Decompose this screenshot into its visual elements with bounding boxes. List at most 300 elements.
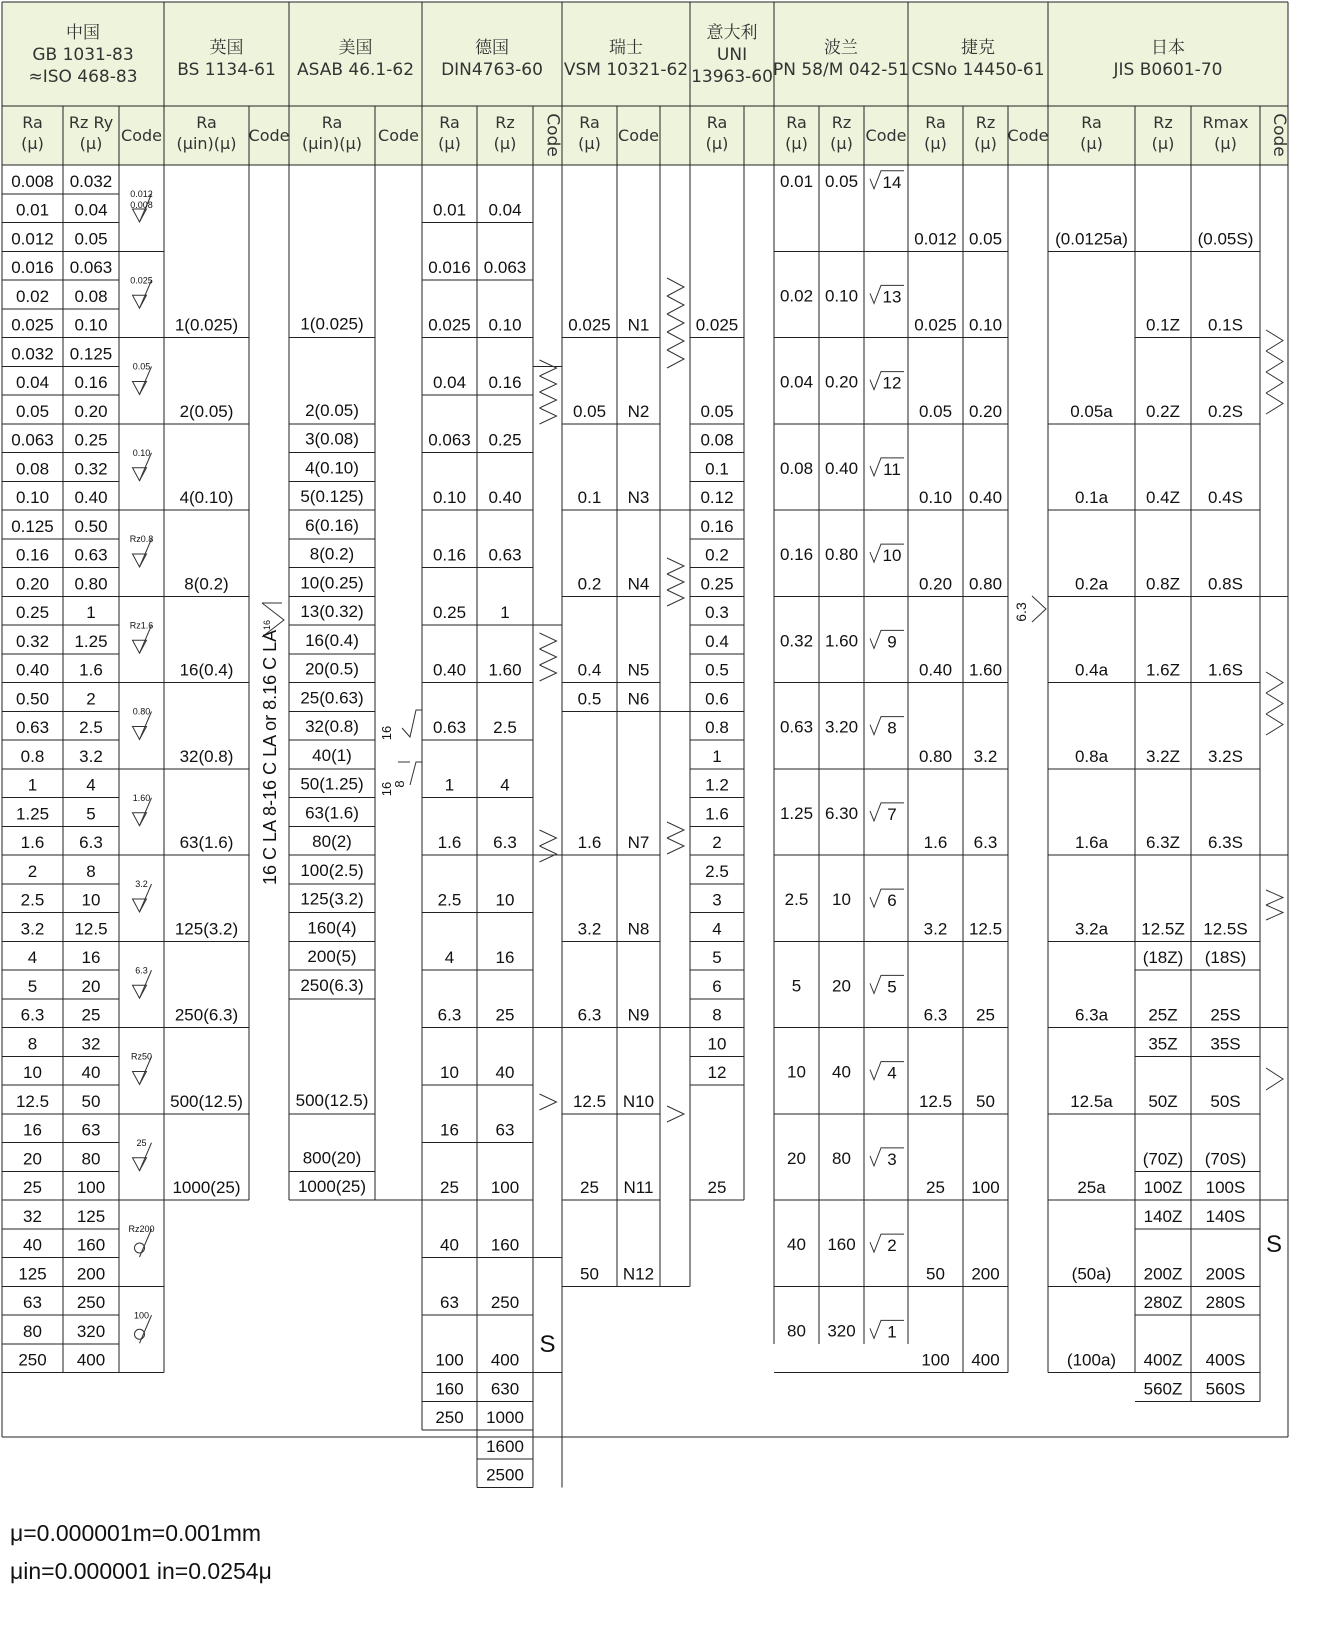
column-header: Ra — [22, 113, 43, 132]
china-ra: 1.6 — [20, 833, 45, 852]
china-ra: 0.008 — [11, 171, 54, 191]
china-ra: 0.125 — [11, 516, 54, 536]
poland-rz: 0.10 — [824, 286, 859, 306]
swiss-ra: 3.2 — [577, 919, 602, 939]
uk-code-mark: 16 — [262, 619, 272, 631]
japan-ra: 0.4a — [1074, 660, 1109, 680]
japan-rmax: 1.6S — [1208, 660, 1243, 680]
china-rz: 250 — [76, 1293, 106, 1312]
uk-ra: 1000(25) — [172, 1178, 241, 1197]
china-code-label: 100 — [133, 1310, 150, 1321]
swiss-code: N7 — [627, 833, 650, 852]
japan-rz: 140Z — [1143, 1206, 1183, 1226]
us-ra: 500(12.5) — [295, 1090, 369, 1110]
us-ra: 125(3.2) — [300, 889, 364, 909]
swiss-ra: 6.3 — [577, 1005, 602, 1025]
germany-rz: 100 — [490, 1178, 520, 1197]
china-rz: 20 — [81, 976, 101, 996]
czech-ra: 6.3 — [923, 1005, 948, 1025]
poland-code: 1 — [887, 1322, 897, 1342]
uk-ra: 32(0.8) — [179, 746, 234, 766]
italy-ra: 0.025 — [695, 315, 739, 335]
uk-ra: 16(0.4) — [179, 660, 234, 680]
italy-ra: 0.12 — [700, 488, 734, 507]
column-header: (μ) — [578, 134, 601, 153]
china-rz: 2 — [86, 689, 96, 709]
germany-rz: 2500 — [486, 1465, 524, 1485]
china-ra: 1 — [27, 775, 38, 795]
germany-rz: 630 — [490, 1379, 520, 1399]
poland-ra: 0.02 — [779, 286, 814, 306]
us-ra: 80(2) — [312, 832, 352, 851]
japan-rmax: 0.8S — [1208, 574, 1243, 594]
germany-rz: 0.063 — [483, 258, 527, 277]
china-rz: 50 — [81, 1091, 101, 1111]
czech-rz: 200 — [971, 1264, 1000, 1284]
poland-ra: 0.32 — [779, 631, 814, 651]
czech-ra: 0.012 — [914, 229, 957, 249]
japan-rmax: 50S — [1210, 1091, 1241, 1111]
japan-ra: 0.2a — [1074, 574, 1109, 594]
germany-ra: 0.04 — [432, 373, 467, 392]
italy-ra: 8 — [712, 1005, 722, 1025]
china-rz: 200 — [76, 1264, 106, 1284]
czech-ra: 0.05 — [918, 401, 953, 421]
czech-ra: 0.40 — [918, 660, 953, 680]
china-rz: 0.16 — [74, 373, 108, 392]
poland-rz: 1.60 — [824, 631, 859, 651]
china-rz: 125 — [76, 1206, 106, 1226]
column-header: (μ) — [1214, 134, 1237, 153]
china-rz: 12.5 — [74, 919, 108, 939]
japan-rmax: 400S — [1205, 1350, 1246, 1370]
japan-rmax: 12.5S — [1203, 919, 1248, 939]
poland-rz: 40 — [832, 1062, 851, 1082]
us-ra: 800(20) — [302, 1148, 362, 1168]
standard-name: 13963-60 — [691, 67, 773, 87]
us-ra: 3(0.08) — [305, 429, 359, 449]
column-header: (μ) — [705, 134, 729, 153]
china-ra: 0.04 — [15, 373, 50, 392]
china-rz: 400 — [76, 1350, 106, 1370]
japan-ra: 0.05a — [1070, 401, 1113, 421]
us-ra: 250(6.3) — [300, 975, 364, 995]
germany-ra: 1 — [444, 775, 455, 795]
uk-ra: 250(6.3) — [174, 1005, 239, 1025]
czech-rz: 0.05 — [968, 229, 1003, 249]
swiss-code: N6 — [627, 689, 650, 709]
japan-rmax: 3.2S — [1208, 746, 1243, 766]
germany-ra: 0.25 — [432, 603, 467, 622]
swiss-code: N10 — [622, 1091, 655, 1111]
column-header: Rmax — [1202, 113, 1249, 132]
us-ra: 2(0.05) — [305, 400, 359, 420]
china-ra: 20 — [23, 1149, 42, 1169]
china-rz: 0.125 — [69, 344, 113, 364]
country-name: 日本 — [1151, 38, 1185, 58]
uk-ra: 1(0.025) — [174, 315, 239, 335]
swiss-ra: 12.5 — [572, 1091, 607, 1111]
poland-code: 11 — [883, 459, 901, 479]
poland-ra: 10 — [787, 1062, 806, 1082]
czech-rz: 1.60 — [968, 660, 1003, 680]
poland-code: 10 — [882, 546, 902, 566]
column-header: Ra — [706, 113, 728, 132]
china-code-label: Rz0.8 — [129, 534, 154, 544]
china-rz: 0.40 — [74, 488, 108, 507]
column-header: Ra — [439, 113, 460, 132]
china-code-label: 0.025 — [130, 275, 153, 286]
china-ra: 80 — [23, 1321, 42, 1341]
czech-ra: 1.6 — [923, 833, 948, 852]
italy-ra: 0.25 — [700, 574, 734, 594]
country-name: 意大利 — [706, 23, 758, 43]
china-ra: 0.08 — [15, 459, 50, 479]
china-rz: 1 — [86, 603, 96, 622]
italy-ra: 0.6 — [705, 689, 729, 709]
czech-rz: 0.10 — [968, 315, 1003, 335]
japan-rmax: (0.05S) — [1197, 229, 1254, 249]
poland-code: 5 — [887, 977, 897, 997]
china-ra: 0.10 — [15, 488, 50, 507]
china-ra: 0.16 — [15, 545, 50, 565]
china-ra: 0.05 — [15, 401, 50, 421]
czech-ra: 50 — [926, 1264, 945, 1284]
germany-rz: 40 — [495, 1063, 515, 1082]
china-ra: 5 — [27, 976, 38, 996]
italy-ra: 0.5 — [705, 660, 729, 680]
germany-rz: 63 — [495, 1120, 515, 1140]
japan-ra: (100a) — [1066, 1350, 1117, 1370]
swiss-code: N4 — [627, 574, 650, 594]
standard-name: CSNo 14450-61 — [911, 60, 1045, 80]
column-header: Ra — [786, 113, 807, 132]
japan-rmax: 35S — [1210, 1034, 1241, 1054]
japan-ra: 0.1a — [1074, 488, 1109, 507]
italy-ra: 0.2 — [705, 545, 729, 565]
poland-code: 3 — [887, 1149, 897, 1169]
italy-ra: 0.3 — [705, 603, 729, 622]
china-code-label: 25 — [136, 1137, 147, 1148]
poland-rz: 0.20 — [824, 372, 859, 392]
china-code-label: 0.80 — [132, 706, 151, 717]
column-header: Rz — [1153, 113, 1173, 132]
us-ra: 13(0.32) — [300, 602, 364, 621]
column-header: Code — [378, 126, 419, 145]
germany-ra: 1.6 — [437, 833, 462, 852]
italy-ra: 2.5 — [705, 861, 729, 881]
uk-ra: 500(12.5) — [170, 1091, 243, 1111]
japan-ra: 25a — [1077, 1178, 1106, 1197]
swiss-ra: 0.2 — [577, 574, 602, 594]
germany-ra: 6.3 — [437, 1005, 462, 1025]
germany-code-s: S — [539, 1331, 556, 1358]
japan-rz: 6.3Z — [1145, 833, 1181, 852]
japan-ra: 0.8a — [1074, 746, 1109, 766]
germany-ra: 0.10 — [432, 488, 467, 507]
japan-rz: (18Z) — [1142, 948, 1184, 967]
china-ra: 1.25 — [15, 804, 50, 824]
japan-rmax: (70S) — [1204, 1149, 1247, 1169]
us-ra: 8(0.2) — [309, 544, 355, 564]
china-ra: 32 — [23, 1206, 42, 1226]
japan-ra: 6.3a — [1074, 1005, 1109, 1025]
china-rz: 80 — [81, 1149, 101, 1169]
poland-ra: 2.5 — [784, 890, 809, 910]
column-header: Code — [1007, 126, 1049, 145]
germany-rz: 0.25 — [488, 430, 522, 450]
poland-code: 7 — [887, 804, 897, 824]
japan-rz: 35Z — [1148, 1034, 1178, 1054]
china-code-label: Rz1.6 — [129, 620, 154, 631]
china-rz: 1.25 — [74, 631, 108, 651]
germany-rz: 1600 — [486, 1436, 524, 1456]
china-ra: 125 — [18, 1264, 47, 1284]
china-rz: 160 — [76, 1235, 106, 1255]
germany-ra: 0.63 — [432, 718, 467, 737]
column-header: (μ) — [785, 134, 808, 153]
column-header: Code — [121, 126, 162, 145]
japan-rmax: 0.1S — [1208, 315, 1243, 335]
china-rz: 0.032 — [69, 171, 113, 191]
germany-ra: 0.063 — [428, 430, 471, 450]
column-header: Code — [618, 126, 659, 145]
czech-ra: 100 — [921, 1350, 950, 1370]
japan-rz: (70Z) — [1142, 1149, 1184, 1169]
czech-rz: 0.20 — [968, 401, 1003, 421]
china-ra: 0.016 — [11, 258, 54, 277]
china-rz: 0.08 — [74, 286, 108, 306]
swiss-ra: 0.05 — [572, 401, 607, 421]
country-name: 中国 — [66, 23, 100, 43]
japan-code-s: S — [1265, 1231, 1283, 1258]
germany-ra: 4 — [444, 948, 455, 967]
germany-ra: 100 — [435, 1350, 464, 1370]
us-ra: 40(1) — [312, 745, 352, 765]
italy-ra: 0.05 — [700, 401, 734, 421]
poland-code: 2 — [887, 1236, 897, 1256]
china-rz: 0.32 — [74, 459, 108, 479]
china-code-label: 0.10 — [132, 447, 151, 458]
us-ra: 16(0.4) — [305, 630, 359, 650]
china-rz: 25 — [81, 1005, 101, 1025]
china-code-label: Rz200 — [128, 1224, 155, 1234]
italy-ra: 5 — [712, 948, 722, 967]
japan-rz: 25Z — [1148, 1005, 1178, 1025]
italy-ra: 0.4 — [705, 631, 729, 651]
japan-rz: 0.2Z — [1145, 401, 1181, 421]
swiss-ra: 0.1 — [577, 488, 602, 507]
china-ra: 0.063 — [11, 430, 54, 450]
us-ra: 50(1.25) — [300, 774, 364, 794]
column-header: (μ) — [21, 134, 44, 153]
poland-ra: 5 — [791, 976, 802, 996]
germany-rz: 4 — [500, 775, 510, 795]
japan-rz: 1.6Z — [1145, 660, 1181, 680]
swiss-code: N2 — [627, 401, 650, 421]
japan-rz: 400Z — [1143, 1350, 1183, 1370]
column-header: Ra — [925, 113, 946, 132]
czech-rz: 100 — [971, 1178, 1000, 1197]
uk-ra: 8(0.2) — [184, 574, 229, 594]
germany-rz: 1 — [500, 603, 510, 622]
china-rz: 8 — [86, 861, 96, 881]
china-rz: 2.5 — [79, 718, 103, 737]
china-rz: 0.25 — [74, 430, 108, 450]
column-header: (μ) — [974, 134, 997, 153]
italy-ra: 1.6 — [705, 804, 729, 824]
czech-rz: 12.5 — [968, 919, 1003, 939]
china-ra: 0.8 — [20, 746, 45, 766]
column-header: Rz — [975, 113, 996, 132]
italy-ra: 10 — [707, 1034, 727, 1054]
japan-rz: 560Z — [1143, 1379, 1183, 1399]
china-rz: 0.50 — [74, 516, 108, 536]
germany-rz: 0.40 — [488, 488, 522, 507]
italy-ra: 4 — [712, 919, 722, 939]
czech-rz: 400 — [971, 1350, 1000, 1370]
czech-ra: 0.80 — [918, 746, 953, 766]
germany-rz: 10 — [495, 890, 515, 910]
uk-code-text: 16 C LA 8-16 C LA or 8.16 C LA — [260, 629, 280, 885]
column-header: Ra — [1081, 113, 1102, 132]
standard-name: ASAB 46.1-62 — [296, 60, 415, 80]
italy-ra: 0.8 — [705, 718, 729, 737]
us-ra: 32(0.8) — [305, 717, 359, 736]
china-rz: 6.3 — [79, 833, 103, 852]
china-rz: 0.05 — [74, 229, 108, 249]
italy-ra: 25 — [707, 1178, 727, 1197]
germany-ra: 25 — [440, 1178, 459, 1197]
china-rz: 16 — [81, 948, 101, 967]
china-ra: 0.012 — [11, 229, 54, 249]
japan-ra: 3.2a — [1074, 919, 1109, 939]
czech-rz: 0.80 — [968, 574, 1003, 594]
poland-ra: 1.25 — [779, 803, 814, 823]
germany-rz: 6.3 — [493, 833, 517, 852]
china-code-label: 0.012 — [130, 189, 153, 199]
china-rz: 4 — [86, 775, 96, 795]
czech-ra: 0.10 — [918, 488, 953, 507]
poland-rz: 80 — [832, 1148, 851, 1168]
swiss-code: N8 — [627, 919, 650, 939]
china-code-label: Rz50 — [130, 1051, 153, 1062]
poland-ra: 40 — [787, 1235, 806, 1255]
standard-name: JIS B0601-70 — [1113, 60, 1223, 80]
footnote-micron: μ=0.000001m=0.001mm — [10, 1520, 262, 1546]
poland-rz: 10 — [832, 890, 851, 910]
germany-ra: 0.016 — [428, 258, 471, 277]
standard-name: ≈ISO 468-83 — [28, 67, 138, 87]
germany-ra: 0.025 — [428, 315, 471, 335]
poland-rz: 160 — [827, 1235, 856, 1255]
us-code-mark: 8 — [392, 780, 407, 788]
germany-rz: 160 — [490, 1235, 520, 1255]
germany-rz: 0.63 — [488, 545, 522, 565]
japan-rz: 0.8Z — [1145, 574, 1181, 594]
czech-ra: 3.2 — [923, 919, 948, 939]
poland-ra: 0.63 — [779, 717, 814, 737]
standard-name: BS 1134-61 — [177, 60, 276, 80]
china-rz: 0.10 — [74, 315, 108, 335]
italy-ra: 1 — [712, 746, 722, 766]
china-ra: 2 — [27, 861, 38, 881]
column-header: Code — [1269, 113, 1289, 157]
japan-rmax: (18S) — [1204, 948, 1247, 967]
germany-ra: 16 — [440, 1120, 459, 1140]
czech-ra: 0.025 — [914, 315, 957, 335]
china-ra: 0.25 — [15, 603, 50, 622]
japan-rmax: 100S — [1205, 1178, 1246, 1197]
japan-rmax: 25S — [1210, 1005, 1241, 1025]
poland-rz: 0.80 — [824, 545, 859, 565]
column-header: (μ) — [1151, 134, 1175, 153]
germany-rz: 0.16 — [488, 373, 522, 392]
swiss-ra: 1.6 — [577, 833, 602, 852]
column-header: (μ) — [493, 134, 517, 153]
country-name: 英国 — [209, 38, 244, 58]
column-header: Ra — [321, 113, 343, 132]
italy-ra: 1.2 — [705, 775, 729, 795]
germany-ra: 0.01 — [432, 200, 467, 220]
germany-rz: 16 — [495, 948, 515, 967]
poland-code: 13 — [882, 287, 902, 307]
japan-rz: 200Z — [1143, 1264, 1183, 1284]
italy-ra: 3 — [712, 890, 722, 910]
czech-ra: 0.20 — [918, 574, 953, 594]
country-name: 瑞士 — [609, 38, 643, 58]
germany-rz: 25 — [495, 1005, 515, 1025]
germany-ra: 40 — [440, 1235, 459, 1255]
china-ra: 63 — [23, 1293, 42, 1312]
poland-code: 4 — [887, 1063, 897, 1083]
standard-name: UNI — [716, 45, 748, 65]
japan-ra: (50a) — [1071, 1264, 1112, 1284]
uk-ra: 125(3.2) — [174, 919, 239, 939]
czech-ra: 25 — [926, 1178, 945, 1197]
china-ra: 40 — [23, 1235, 42, 1255]
column-header: (μ) — [830, 134, 853, 153]
china-rz: 40 — [81, 1063, 101, 1082]
uk-ra: 4(0.10) — [179, 488, 234, 507]
poland-rz: 0.05 — [824, 171, 859, 191]
swiss-code: N3 — [627, 488, 650, 507]
us-code-mark: 16 — [379, 781, 394, 797]
poland-code: 6 — [887, 891, 897, 911]
swiss-ra: 0.4 — [577, 660, 602, 680]
uk-ra: 63(1.6) — [179, 833, 234, 852]
poland-code: 14 — [882, 172, 902, 192]
germany-ra: 0.16 — [432, 545, 467, 565]
germany-rz: 0.10 — [488, 315, 522, 335]
us-ra: 5(0.125) — [300, 487, 364, 506]
column-header: Rz — [495, 113, 515, 132]
swiss-code: N11 — [623, 1178, 654, 1197]
germany-ra: 63 — [440, 1293, 459, 1312]
standard-name: GB 1031-83 — [32, 45, 134, 65]
china-ra: 16 — [23, 1120, 42, 1140]
poland-rz: 0.40 — [824, 458, 859, 478]
standard-name: DIN4763-60 — [441, 60, 543, 80]
poland-ra: 0.08 — [779, 458, 814, 478]
czech-rz: 3.2 — [973, 746, 998, 766]
japan-rmax: 0.4S — [1208, 488, 1243, 507]
column-header: Code — [542, 113, 563, 157]
poland-rz: 3.20 — [824, 717, 859, 737]
china-rz: 0.80 — [74, 574, 108, 594]
column-header: (μin)(μ) — [176, 134, 237, 153]
us-ra: 160(4) — [307, 918, 357, 938]
